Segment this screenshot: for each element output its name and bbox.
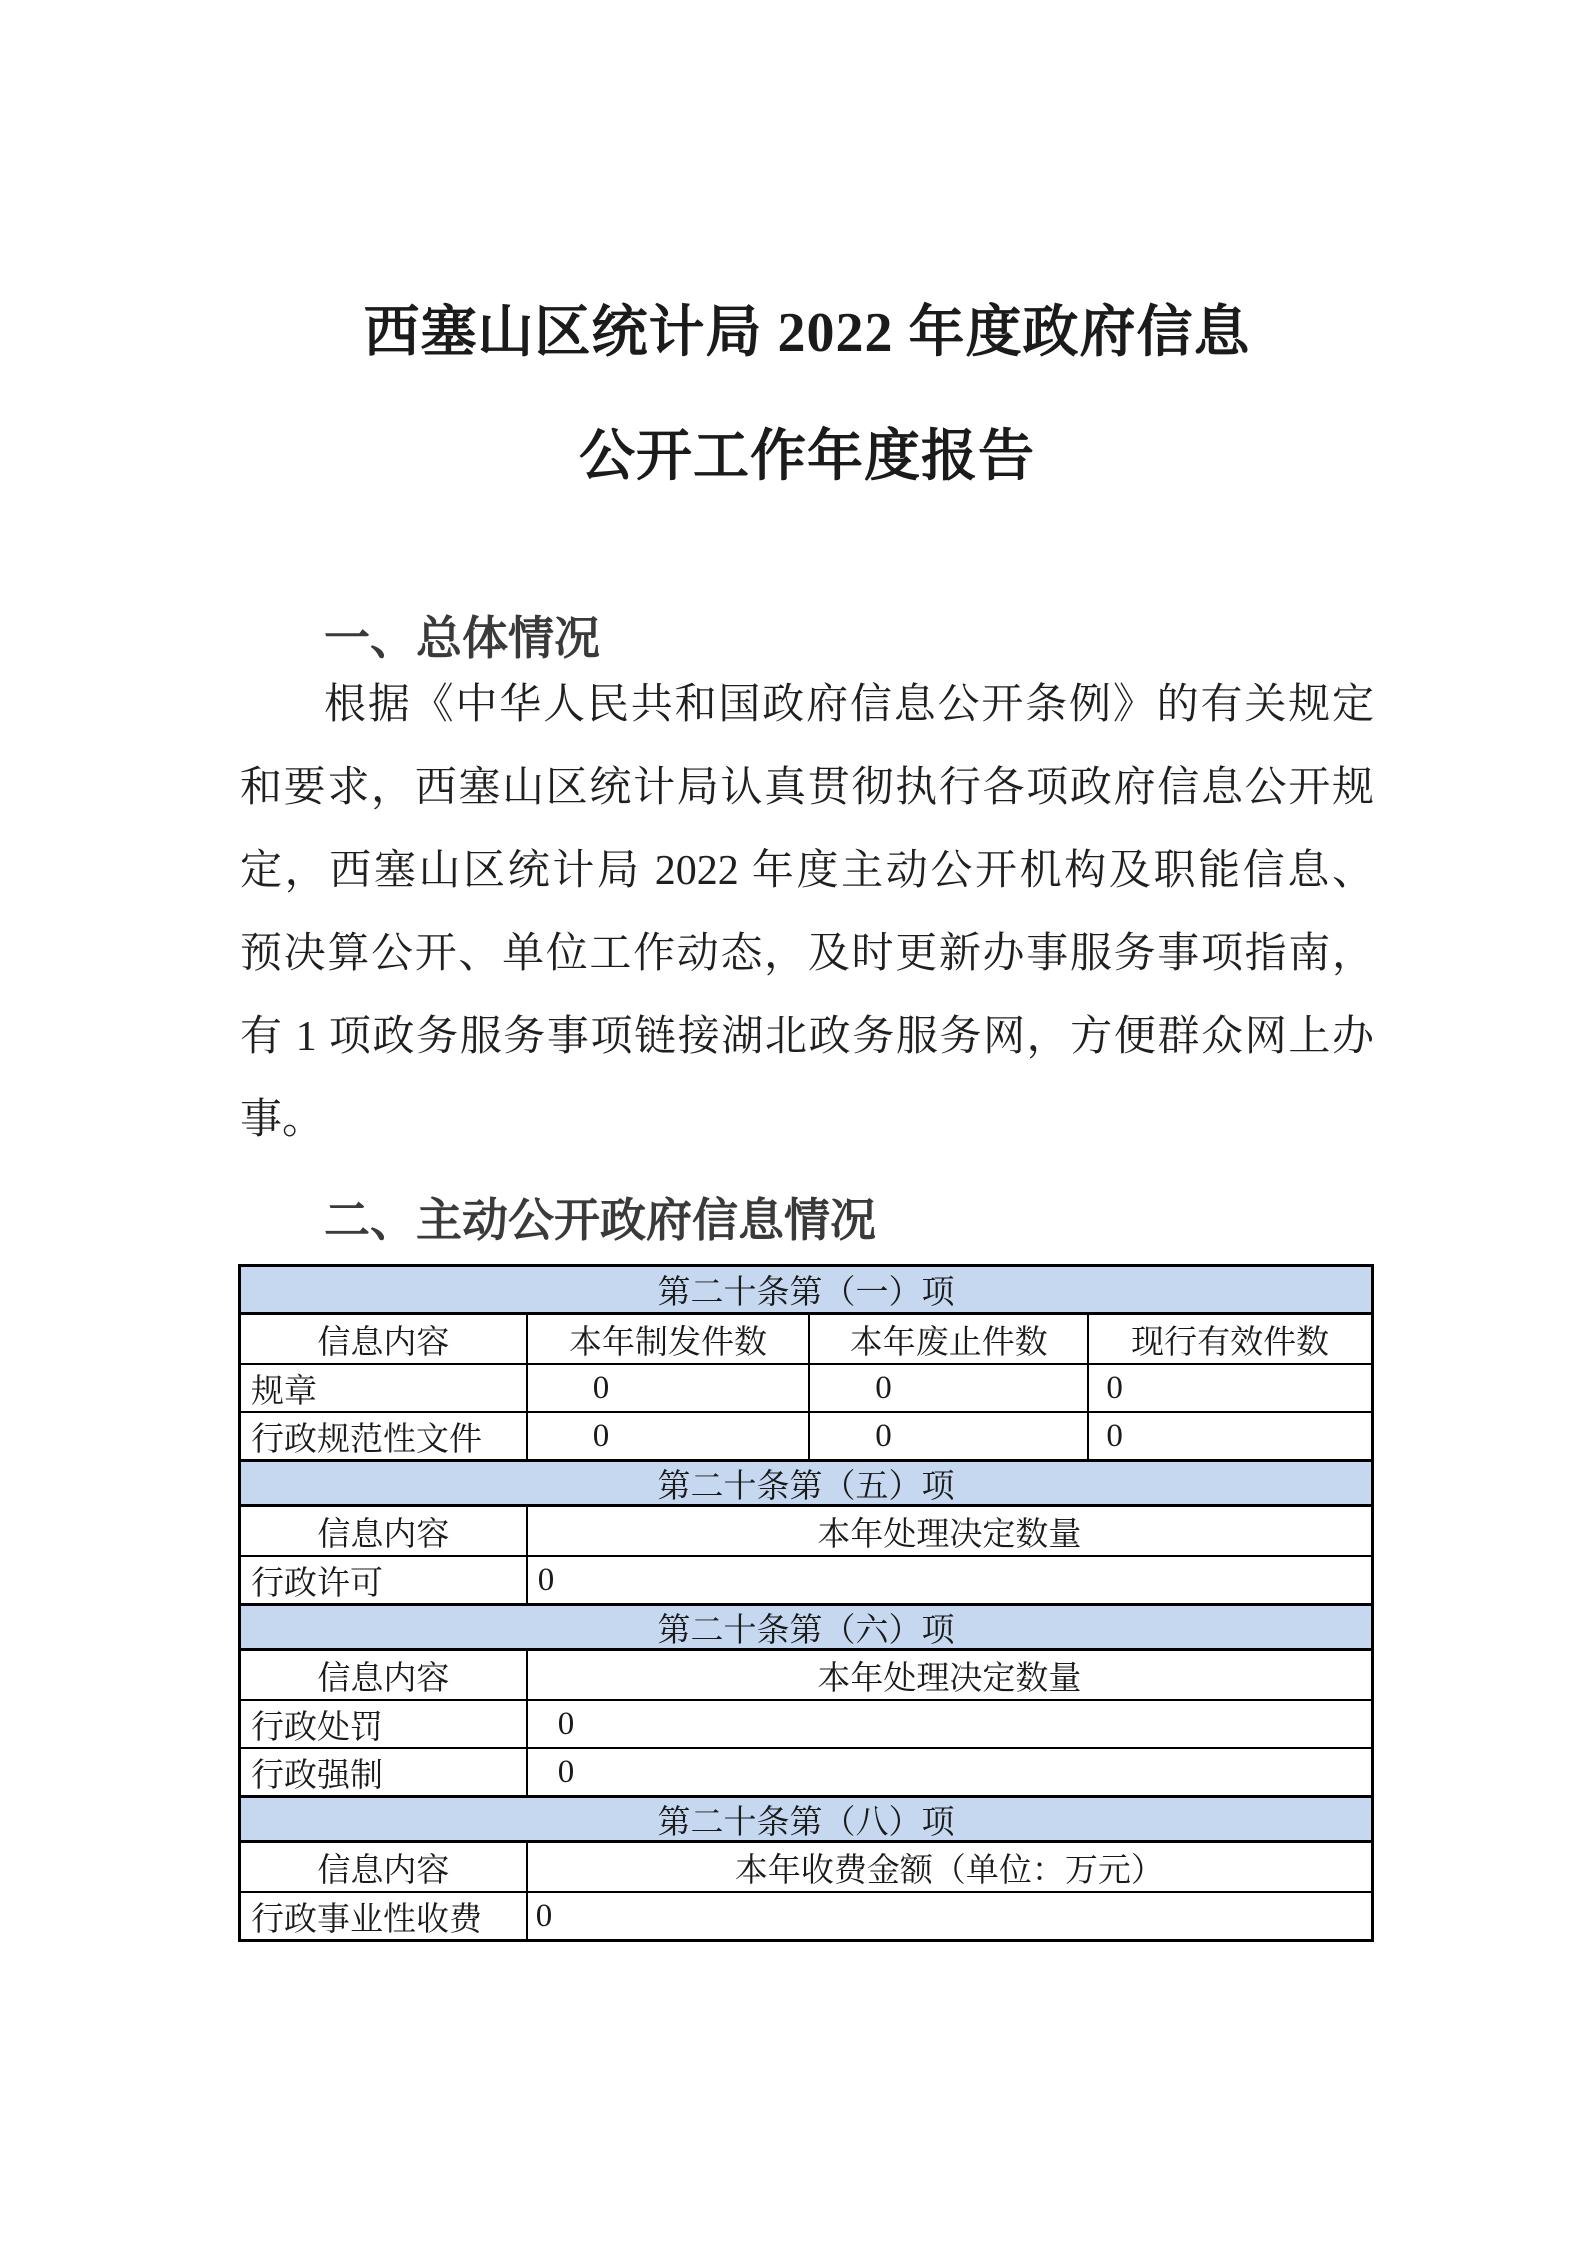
paragraph-line: 事。 bbox=[240, 1097, 325, 1143]
row-label: 行政处罚 bbox=[251, 1709, 383, 1746]
table-row bbox=[241, 1891, 1371, 1939]
document-title-line-2: 公开工作年度报告 bbox=[579, 426, 1035, 488]
document-title bbox=[240, 271, 1374, 519]
table-row bbox=[241, 1699, 1371, 1747]
column-header: 现行有效件数 bbox=[1087, 1315, 1371, 1363]
table-band-article-20-8: 第二十条第（八）项 bbox=[241, 1795, 1371, 1843]
column-header: 信息内容 bbox=[317, 1660, 450, 1697]
paragraph-line: 根据《中华人民共和国政府信息公开条例》的有关规定 bbox=[324, 682, 1374, 728]
table-header-row bbox=[241, 1315, 1371, 1363]
column-header: 信息内容 bbox=[317, 1324, 450, 1361]
cell-value: 0 bbox=[526, 1413, 809, 1459]
overview-paragraph bbox=[240, 664, 1374, 1162]
table-band-article-20-5: 第二十条第（五）项 bbox=[241, 1459, 1371, 1507]
section-heading-disclosure: 二、主动公开政府信息情况 bbox=[324, 1194, 876, 1246]
cell-value: 0 bbox=[526, 1749, 1371, 1795]
table-header-row bbox=[241, 1651, 1371, 1699]
table-row bbox=[241, 1747, 1371, 1795]
cell-value: 0 bbox=[526, 1557, 1371, 1603]
cell-value: 0 bbox=[526, 1701, 1371, 1747]
cell-value: 0 bbox=[808, 1365, 1087, 1411]
row-label: 行政规范性文件 bbox=[251, 1421, 482, 1458]
paragraph-line: 预决算公开、单位工作动态，及时更新办事服务事项指南， bbox=[240, 931, 1374, 977]
column-header: 本年处理决定数量 bbox=[526, 1507, 1371, 1555]
column-header: 信息内容 bbox=[317, 1852, 450, 1889]
row-label: 行政许可 bbox=[251, 1565, 383, 1602]
cell-value: 0 bbox=[526, 1365, 809, 1411]
disclosure-table bbox=[238, 1264, 1374, 1942]
table-header-row bbox=[241, 1843, 1371, 1891]
paragraph-line: 有 1 项政务服务事项链接湖北政务服务网，方便群众网上办 bbox=[240, 1014, 1374, 1060]
cell-value: 0 bbox=[1087, 1365, 1371, 1411]
row-label: 规章 bbox=[251, 1373, 317, 1410]
paragraph-line: 和要求，西塞山区统计局认真贯彻执行各项政府信息公开规 bbox=[240, 765, 1374, 811]
cell-value: 0 bbox=[1087, 1413, 1371, 1459]
table-row bbox=[241, 1363, 1371, 1411]
column-header: 本年处理决定数量 bbox=[526, 1651, 1371, 1699]
table-row bbox=[241, 1411, 1371, 1459]
document-title-line-1: 西塞山区统计局 2022 年度政府信息 bbox=[363, 302, 1251, 364]
table-band-article-20-6: 第二十条第（六）项 bbox=[241, 1603, 1371, 1651]
table-header-row bbox=[241, 1507, 1371, 1555]
row-label: 行政事业性收费 bbox=[251, 1901, 482, 1938]
column-header: 本年收费金额（单位：万元） bbox=[526, 1843, 1371, 1891]
table-band-article-20-1: 第二十条第（一）项 bbox=[241, 1267, 1371, 1315]
cell-value: 0 bbox=[808, 1413, 1087, 1459]
section-heading-overview: 一、总体情况 bbox=[324, 612, 600, 664]
column-header: 信息内容 bbox=[317, 1516, 450, 1553]
column-header: 本年制发件数 bbox=[526, 1315, 809, 1363]
paragraph-line: 定，西塞山区统计局 2022 年度主动公开机构及职能信息、 bbox=[240, 848, 1374, 894]
row-label: 行政强制 bbox=[251, 1757, 383, 1794]
table-row bbox=[241, 1555, 1371, 1603]
column-header: 本年废止件数 bbox=[808, 1315, 1087, 1363]
cell-value: 0 bbox=[526, 1893, 1371, 1939]
